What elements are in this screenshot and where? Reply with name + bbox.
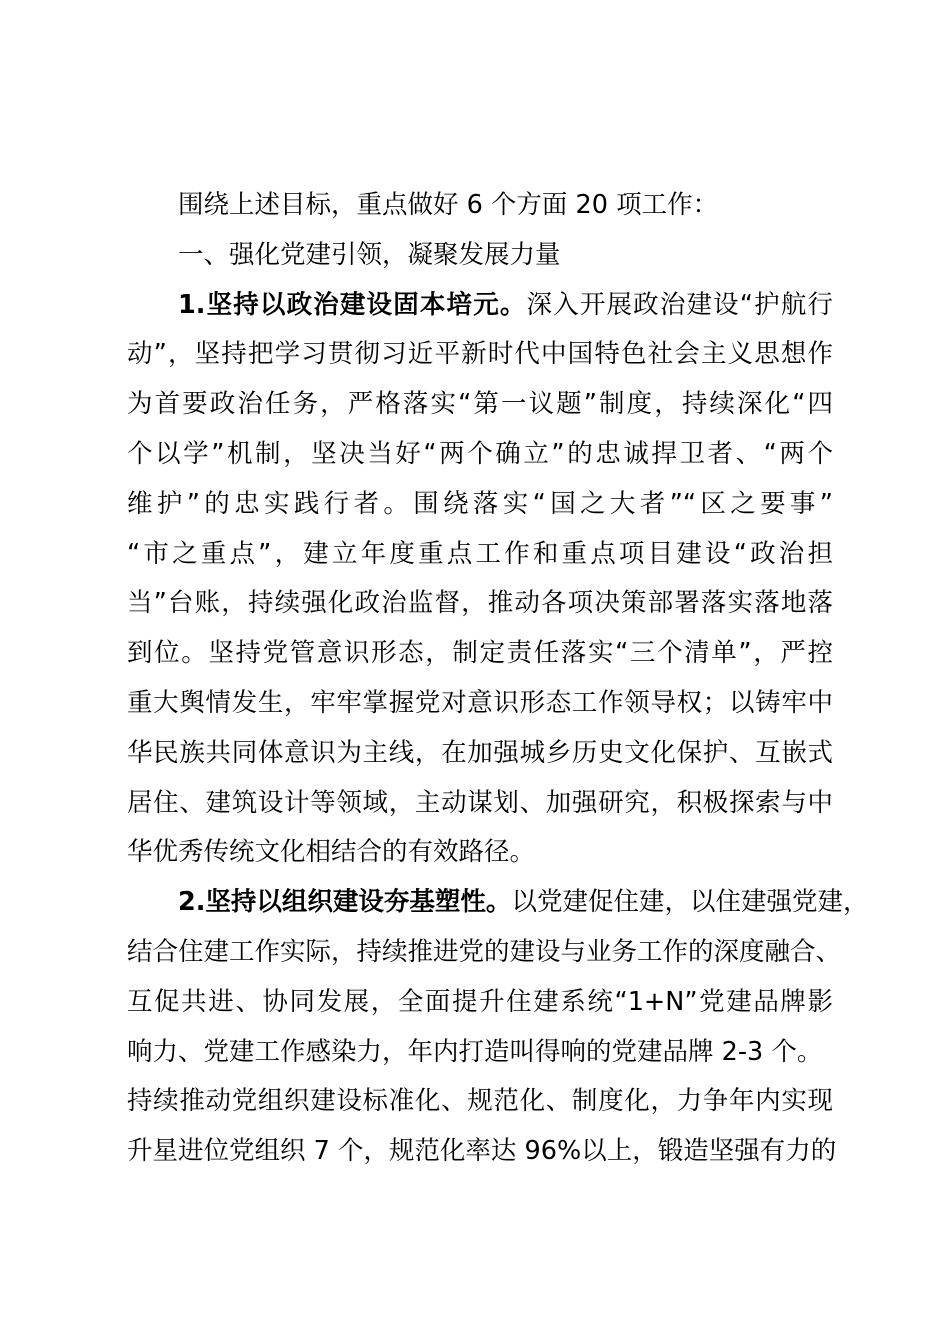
item1-heading: 1.坚持以政治建设固本培元。: [178, 289, 527, 320]
item2-line: 升星进位党组织 7 个，规范化率达 96%以上，锻造坚强有力的: [127, 1136, 837, 1167]
item1-line: 华民族共同体意识为主线，在加强城乡历史文化保护、互嵌式: [127, 737, 833, 768]
item1-line: 个以学”机制，坚决当好“两个确立”的忠诚捍卫者、“两个: [127, 438, 833, 469]
item2-first-line: [127, 878, 869, 928]
item1-line: 深入开展政治建设“护航行: [526, 289, 833, 320]
item1-last-line: 华优秀传统文化相结合的有效路径。: [127, 837, 536, 868]
item2-line: 互促共进、协同发展，全面提升住建系统“1+N”党建品牌影: [127, 986, 833, 1017]
item1-line: 为首要政治任务，严格落实“第一议题”制度，持续深化“四: [127, 389, 833, 420]
item2-heading: 2.坚持以组织建设夯基塑性。: [178, 887, 512, 918]
item1-first-line: [127, 281, 833, 331]
item1-line: 到位。坚持党管意识形态，制定责任落实“三个清单”，严控: [127, 638, 833, 669]
section-heading: 一、强化党建引领，凝聚发展力量: [178, 239, 561, 270]
item1-line: 当”台账，持续强化政治监督，推动各项决策部署落实落地落: [127, 588, 833, 619]
item1-line: 维护”的忠实践行者。围绕落实“国之大者”“区之要事”: [127, 488, 833, 519]
intro-paragraph: 围绕上述目标，重点做好 6 个方面 20 项工作：: [178, 190, 719, 220]
item1-line: 居住、建筑设计等领域，主动谋划、加强研究，积极探索与中: [127, 787, 833, 818]
item1-line: “市之重点”，建立年度重点工作和重点项目建设“政治担: [127, 538, 833, 569]
item2-line: 持续推动党组织建设标准化、规范化、制度化，力争年内实现: [127, 1086, 833, 1117]
document-body: [127, 181, 869, 1177]
item2-line: 以党建促住建，以住建强党建，: [511, 887, 869, 918]
item1-line: 重大舆情发生，牢牢掌握党对意识形态工作领导权；以铸牢中: [127, 687, 833, 718]
item2-line: 结合住建工作实际，持续推进党的建设与业务工作的深度融合、: [127, 936, 842, 967]
item1-line: 动”，坚持把学习贯彻习近平新时代中国特色社会主义思想作: [127, 339, 833, 370]
item2-line: 响力、党建工作感染力，年内打造叫得响的党建品牌 2-3 个。: [127, 1036, 823, 1067]
